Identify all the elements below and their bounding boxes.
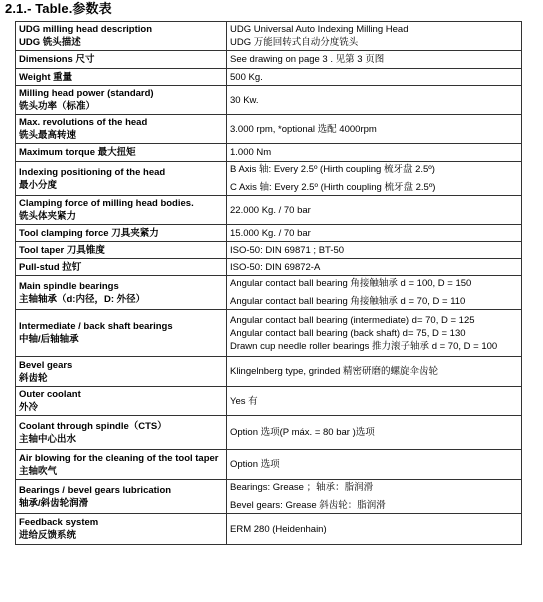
spec-label: 轴承/斜齿轮润滑 [19, 497, 89, 509]
spec-label-cell [16, 115, 227, 144]
spec-label-cell [16, 162, 227, 196]
spec-label: Intermediate / back shaft bearings [19, 321, 173, 332]
spec-label: Maximum torque 最大扭矩 [19, 147, 136, 158]
table-row [16, 144, 522, 162]
spec-value: Yes 有 [230, 395, 258, 407]
spec-value: 30 Kw. [230, 94, 259, 106]
spec-label: Air blowing for the cleaning of the tool taper [19, 452, 219, 464]
spec-value-cell [227, 196, 522, 225]
spec-label: 主轴轴承（d:内径，D: 外径） [19, 293, 146, 305]
spec-value: 500 Kg. [230, 71, 263, 83]
spec-label: Bevel gears [19, 359, 73, 371]
table-row [16, 514, 522, 545]
spec-label: Bearings / bevel gears lubrication [19, 484, 172, 496]
table-row [16, 196, 522, 225]
spec-value: ISO-50: DIN 69871 ; BT-50 [230, 244, 345, 256]
table-row [16, 69, 522, 86]
spec-value-cell [227, 450, 522, 480]
spec-label: 铣头功率（标准） [19, 101, 96, 112]
spec-value: ISO-50: DIN 69872-A [230, 261, 321, 273]
spec-label-cell [16, 51, 227, 69]
spec-value-cell [227, 22, 522, 51]
spec-value-cell [227, 162, 522, 196]
spec-label-cell [16, 196, 227, 225]
spec-label-cell [16, 144, 227, 162]
table-row [16, 276, 522, 310]
table-row [16, 51, 522, 69]
spec-label: Dimensions 尺寸 [19, 54, 95, 65]
spec-value: Bearings: Grease ；轴承：脂润滑 [230, 482, 374, 493]
spec-value-cell [227, 144, 522, 162]
spec-label: Max. revolutions of the head [19, 117, 148, 128]
table-row [16, 225, 522, 242]
spec-value-cell [227, 242, 522, 259]
table-row [16, 387, 522, 416]
spec-value-cell [227, 259, 522, 276]
spec-label: 外冷 [19, 402, 39, 413]
spec-label-cell [16, 357, 227, 387]
table-row [16, 86, 522, 115]
table-row [16, 22, 522, 51]
spec-value-cell [227, 416, 522, 450]
spec-value-cell [227, 86, 522, 115]
spec-value-cell [227, 310, 522, 357]
spec-label-cell [16, 242, 227, 259]
spec-value: 3.000 rpm, *optional 选配 4000rpm [230, 123, 377, 135]
spec-label: 主轴中心出水 [19, 433, 77, 445]
spec-value-cell [227, 51, 522, 69]
spec-label: UDG milling head description [19, 24, 153, 35]
spec-label: 主轴吹气 [19, 465, 58, 477]
spec-label-cell [16, 416, 227, 450]
table-row [16, 310, 522, 357]
spec-value-cell [227, 514, 522, 545]
spec-value: Option 选项 [230, 459, 280, 470]
spec-value: B Axis 轴: Every 2.5º (Hirth coupling 梳牙盘 2.5º) [230, 164, 435, 175]
spec-label: Tool taper 刀具锥度 [19, 244, 105, 256]
spec-label: 最小分度 [19, 179, 58, 191]
spec-label: Tool clamping force 刀具夹紧力 [19, 227, 159, 239]
spec-label-cell [16, 225, 227, 242]
spec-value: Angular contact ball bearing (back shaft) d= 75, D = 130 [230, 327, 466, 339]
spec-label: 进给反馈系统 [19, 530, 77, 541]
table-row [16, 242, 522, 259]
spec-label: UDG 铣头描述 [19, 37, 81, 48]
spec-value-cell [227, 69, 522, 86]
spec-value: UDG Universal Auto Indexing Milling Head [230, 24, 409, 35]
spec-label-cell [16, 387, 227, 416]
table-row [16, 162, 522, 196]
spec-label-cell [16, 69, 227, 86]
table-row [16, 259, 522, 276]
spec-label: Main spindle bearings [19, 280, 119, 292]
spec-value: Angular contact ball bearing 角接触轴承 d = 100, D = 150 [230, 278, 472, 289]
spec-label: Outer coolant [19, 389, 81, 400]
spec-value-cell [227, 225, 522, 242]
spec-value: ERM 280 (Heidenhain) [230, 523, 327, 535]
spec-value: Option 选项(P máx. = 80 bar )选项 [230, 427, 375, 438]
spec-value: Bevel gears: Grease 斜齿轮：脂润滑 [230, 500, 386, 511]
spec-label: Pull-stud 拉钉 [19, 261, 82, 273]
spec-value: C Axis 轴: Every 2.5º (Hirth coupling 梳牙盘 2.5º) [230, 182, 436, 193]
spec-value: See drawing on page 3 . 见第 3 页图 [230, 54, 385, 65]
spec-value: UDG 万能回转式自动分度铣头 [230, 37, 359, 48]
table-row [16, 357, 522, 387]
spec-value-cell [227, 276, 522, 310]
spec-value-cell [227, 357, 522, 387]
spec-label-cell [16, 514, 227, 545]
spec-label-cell [16, 480, 227, 514]
spec-label-cell [16, 310, 227, 357]
table-row [16, 416, 522, 450]
spec-label: Coolant through spindle（CTS） [19, 420, 167, 432]
spec-label-cell [16, 259, 227, 276]
spec-label: 铣头最高转速 [19, 130, 77, 141]
spec-label: 铣头体夹紧力 [19, 211, 77, 222]
spec-value: Drawn cup needle roller bearings 推力滚子轴承 d = 70, D = 100 [230, 340, 498, 352]
spec-value: Angular contact ball bearing 角接触轴承 d = 70, D = 110 [230, 296, 466, 307]
spec-label: Clamping force of milling head bodies. [19, 198, 194, 209]
table-row [16, 450, 522, 480]
spec-value-cell [227, 115, 522, 144]
spec-label: Indexing positioning of the head [19, 166, 166, 178]
spec-value-cell [227, 387, 522, 416]
spec-value: Klingelnberg type, grinded 精密研磨的螺旋伞齿轮 [230, 366, 439, 377]
section-title: 2.1.- Table.参数表 [5, 1, 112, 16]
spec-value: Angular contact ball bearing (intermediate) d= 70, D = 125 [230, 314, 475, 326]
table-row [16, 115, 522, 144]
spec-value: 15.000 Kg. / 70 bar [230, 227, 311, 239]
spec-label-cell [16, 86, 227, 115]
spec-label-cell [16, 450, 227, 480]
spec-table [15, 21, 522, 545]
spec-label: 中轴/后轴轴承 [19, 334, 79, 345]
spec-value: 1.000 Nm [230, 147, 272, 158]
spec-value-cell [227, 480, 522, 514]
spec-value: 22.000 Kg. / 70 bar [230, 204, 311, 216]
spec-label: Milling head power (standard) [19, 88, 154, 99]
spec-label-cell [16, 22, 227, 51]
spec-label: Weight 重量 [19, 71, 73, 83]
spec-label: Feedback system [19, 517, 99, 528]
table-row [16, 480, 522, 514]
spec-label-cell [16, 276, 227, 310]
spec-label: 斜齿轮 [19, 372, 48, 384]
